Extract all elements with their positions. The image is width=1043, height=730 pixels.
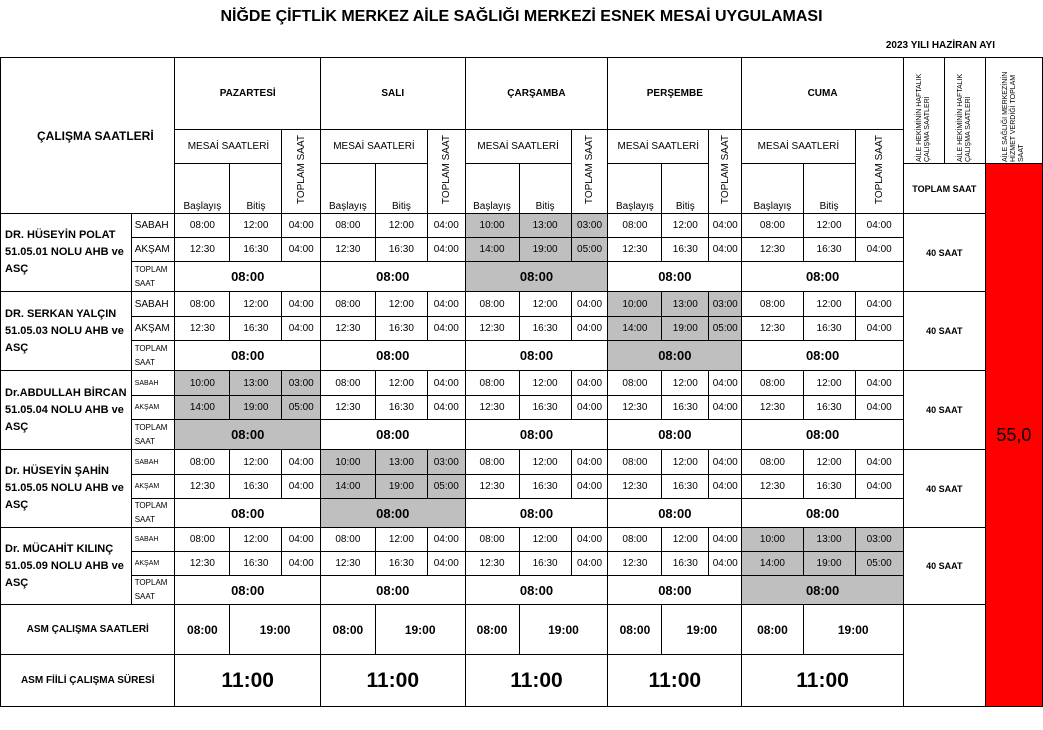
toplam-saat-header [427,130,465,214]
day-total: 08:00 [175,420,321,450]
table-row [1,576,1043,605]
aksam-end: 16:30 [519,396,571,420]
aksam-end: 16:30 [375,552,427,576]
toplam-saat-label: TOPLAM SAAT [131,499,175,528]
aksam-label: AKŞAM [131,552,175,576]
aksam-total: 04:00 [855,475,903,499]
sabah-total: 04:00 [282,214,320,238]
sabah-label: SABAH [131,292,175,317]
sabah-start: 08:00 [608,450,662,475]
sabah-end: 12:00 [230,450,282,475]
sabah-total: 03:00 [709,292,742,317]
day-header: PAZARTESİ [175,58,321,130]
aksam-start: 12:30 [320,552,375,576]
schedule-table [0,57,1043,707]
aksam-end: 19:00 [375,475,427,499]
baslayis-header: Başlayış [465,164,519,214]
aksam-total: 04:00 [571,552,608,576]
asm-close-time: 19:00 [519,605,608,655]
aksam-total: 05:00 [427,475,465,499]
day-total: 08:00 [320,420,465,450]
sabah-end: 13:00 [662,292,709,317]
aksam-total: 04:00 [571,475,608,499]
aksam-end: 19:00 [662,317,709,341]
table-row [1,605,1043,655]
asm-close-time: 19:00 [375,605,465,655]
sabah-total: 04:00 [571,528,608,552]
aksam-end: 16:30 [803,238,855,262]
sabah-total: 04:00 [427,292,465,317]
aksam-start: 14:00 [320,475,375,499]
table-row [1,292,1043,317]
aksam-start: 12:30 [175,317,230,341]
doctor-name: Dr. HÜSEYİN ŞAHİN 51.05.05 NOLU AHB ve ASÇ [1,450,132,528]
sabah-total: 04:00 [282,528,320,552]
asm-close-time: 19:00 [662,605,742,655]
sabah-end: 13:00 [375,450,427,475]
aksam-start: 12:30 [175,238,230,262]
weekly-total: 40 SAAT [903,292,985,371]
sabah-start: 10:00 [175,371,230,396]
asm-close-time: 19:00 [230,605,321,655]
weekly-total-header: TOPLAM SAAT [903,164,985,214]
aksam-total: 04:00 [282,475,320,499]
sabah-start: 10:00 [608,292,662,317]
bitis-header: Bitiş [519,164,571,214]
aksam-label: AKŞAM [131,238,175,262]
aksam-total: 04:00 [571,396,608,420]
sabah-total: 03:00 [571,214,608,238]
table-row [1,341,1043,371]
day-total: 08:00 [465,499,608,528]
sabah-total: 04:00 [282,450,320,475]
sabah-end: 13:00 [230,371,282,396]
sabah-start: 08:00 [465,450,519,475]
aksam-end: 16:30 [230,317,282,341]
weekly-hours-header [903,58,944,164]
sabah-total: 04:00 [427,214,465,238]
center-total-value: 55,0 [985,164,1042,707]
sabah-end: 12:00 [803,214,855,238]
sabah-end: 12:00 [230,214,282,238]
weekly-total: 40 SAAT [903,371,985,450]
asm-actual-value: 11:00 [465,655,608,707]
day-total: 08:00 [465,576,608,605]
sabah-start: 08:00 [175,292,230,317]
mesai-saatleri-header: MESAİ SAATLERİ [465,130,571,164]
aksam-start: 12:30 [608,238,662,262]
toplam-saat-header-text: TOPLAM SAAT [719,135,731,205]
aksam-start: 12:30 [608,475,662,499]
doctor-name: DR. SERKAN YALÇIN 51.05.03 NOLU AHB ve ASÇ [1,292,132,371]
doctor-name: DR. HÜSEYİN POLAT 51.05.01 NOLU AHB ve ASÇ [1,214,132,292]
aksam-start: 12:30 [320,238,375,262]
aksam-end: 16:30 [519,552,571,576]
baslayis-header: Başlayış [175,164,230,214]
aksam-start: 12:30 [465,317,519,341]
sabah-start: 08:00 [742,214,803,238]
aksam-total: 04:00 [427,396,465,420]
aksam-total: 04:00 [855,396,903,420]
aksam-total: 04:00 [282,317,320,341]
sabah-end: 12:00 [375,292,427,317]
table-row [1,420,1043,450]
day-total: 08:00 [742,341,904,371]
sabah-start: 08:00 [608,371,662,396]
day-total: 08:00 [175,576,321,605]
mesai-saatleri-header: MESAİ SAATLERİ [742,130,855,164]
aksam-end: 16:30 [519,475,571,499]
day-total: 08:00 [465,262,608,292]
mesai-saatleri-header: MESAİ SAATLERİ [175,130,282,164]
aksam-start: 12:30 [465,396,519,420]
table-row [1,262,1043,292]
aksam-start: 12:30 [742,238,803,262]
mesai-saatleri-header: MESAİ SAATLERİ [320,130,427,164]
doctor-name: Dr.ABDULLAH BİRCAN 51.05.04 NOLU AHB ve ASÇ [1,371,132,450]
day-total: 08:00 [608,262,742,292]
sabah-total: 03:00 [855,528,903,552]
aksam-start: 12:30 [175,475,230,499]
sabah-total: 04:00 [571,450,608,475]
day-total: 08:00 [742,420,904,450]
day-total: 08:00 [175,262,321,292]
aksam-end: 16:30 [662,396,709,420]
aksam-start: 12:30 [608,552,662,576]
sabah-start: 10:00 [465,214,519,238]
aksam-end: 16:30 [803,475,855,499]
aksam-end: 19:00 [230,396,282,420]
center-hours-header-text: AİLE SAĞLIĞI MERKEZİNİN HİZMET VERDİĞİ TOPLAM SAAT [1001,71,1025,162]
sabah-start: 08:00 [742,292,803,317]
sabah-start: 08:00 [465,292,519,317]
day-total: 08:00 [320,262,465,292]
aksam-total: 04:00 [709,238,742,262]
sabah-total: 04:00 [855,450,903,475]
sabah-label: SABAH [131,214,175,238]
asm-close-time: 19:00 [803,605,903,655]
toplam-saat-label: TOPLAM SAAT [131,420,175,450]
day-total: 08:00 [465,420,608,450]
sabah-start: 08:00 [175,528,230,552]
table-row [1,450,1043,475]
day-total: 08:00 [608,341,742,371]
sabah-end: 12:00 [375,214,427,238]
asm-actual-value: 11:00 [320,655,465,707]
aksam-total: 04:00 [571,317,608,341]
sabah-total: 04:00 [571,371,608,396]
weekly-total: 40 SAAT [903,528,985,605]
aksam-start: 12:30 [742,396,803,420]
sabah-total: 04:00 [571,292,608,317]
sabah-total: 03:00 [427,450,465,475]
table-row [1,528,1043,552]
asm-open-time: 08:00 [320,605,375,655]
aksam-end: 16:30 [803,396,855,420]
weekly-hours-header-text: AİLE HEKİMİNİN HAFTALIK ÇALIŞMA SAATLERİ [915,73,931,162]
aksam-total: 04:00 [855,238,903,262]
table-row [1,58,1043,130]
aksam-end: 16:30 [375,317,427,341]
aksam-total: 04:00 [709,475,742,499]
aksam-total: 05:00 [282,396,320,420]
sabah-start: 08:00 [465,528,519,552]
sabah-total: 04:00 [709,450,742,475]
toplam-saat-header [571,130,608,214]
aksam-start: 14:00 [465,238,519,262]
aksam-start: 12:30 [742,317,803,341]
sabah-total: 04:00 [855,371,903,396]
table-row [1,214,1043,238]
aksam-start: 12:30 [320,396,375,420]
weekly-total: 40 SAAT [903,450,985,528]
day-total: 08:00 [608,576,742,605]
sabah-label: SABAH [131,450,175,475]
aksam-total: 04:00 [282,552,320,576]
bitis-header: Bitiş [662,164,709,214]
sabah-start: 10:00 [320,450,375,475]
aksam-end: 16:30 [230,238,282,262]
schedule-table-wrap [0,57,1043,707]
aksam-start: 14:00 [175,396,230,420]
table-row [1,475,1043,499]
table-row [1,317,1043,341]
day-total: 08:00 [742,262,904,292]
sabah-total: 04:00 [427,371,465,396]
sabah-end: 12:00 [803,371,855,396]
day-total: 08:00 [608,420,742,450]
sabah-start: 08:00 [320,214,375,238]
day-total: 08:00 [742,499,904,528]
aksam-total: 04:00 [282,238,320,262]
sabah-end: 12:00 [519,292,571,317]
aksam-end: 16:30 [662,238,709,262]
sabah-end: 13:00 [519,214,571,238]
day-total: 08:00 [320,341,465,371]
sabah-start: 08:00 [175,450,230,475]
table-row [1,655,1043,707]
sabah-end: 12:00 [662,371,709,396]
toplam-saat-label: TOPLAM SAAT [131,262,175,292]
sabah-total: 04:00 [855,292,903,317]
sabah-total: 04:00 [709,214,742,238]
aksam-total: 04:00 [427,552,465,576]
aksam-total: 05:00 [571,238,608,262]
baslayis-header: Başlayış [742,164,803,214]
mesai-saatleri-header: MESAİ SAATLERİ [608,130,709,164]
bitis-header: Bitiş [803,164,855,214]
day-total: 08:00 [742,576,904,605]
sabah-total: 04:00 [282,292,320,317]
center-hours-header [985,58,1042,164]
sabah-end: 13:00 [803,528,855,552]
asm-open-time: 08:00 [742,605,803,655]
weekly-total: 40 SAAT [903,214,985,292]
sabah-start: 10:00 [742,528,803,552]
day-header: ÇARŞAMBA [465,58,608,130]
asm-hours-label: ASM ÇALIŞMA SAATLERİ [1,605,175,655]
aksam-end: 19:00 [803,552,855,576]
sabah-total: 03:00 [282,371,320,396]
sabah-start: 08:00 [320,371,375,396]
empty-cell [903,605,985,707]
sabah-end: 12:00 [519,450,571,475]
aksam-start: 12:30 [465,475,519,499]
table-row [1,371,1043,396]
bitis-header: Bitiş [375,164,427,214]
aksam-label: AKŞAM [131,396,175,420]
day-total: 08:00 [320,499,465,528]
sabah-start: 08:00 [465,371,519,396]
aksam-end: 16:30 [375,396,427,420]
toplam-saat-header-text: TOPLAM SAAT [873,135,885,205]
day-total: 08:00 [175,341,321,371]
aksam-label: AKŞAM [131,475,175,499]
aksam-end: 19:00 [519,238,571,262]
table-row [1,499,1043,528]
sabah-end: 12:00 [519,371,571,396]
sabah-start: 08:00 [320,528,375,552]
sabah-end: 12:00 [662,528,709,552]
aksam-start: 12:30 [742,475,803,499]
aksam-end: 16:30 [662,475,709,499]
toplam-saat-header [855,130,903,214]
day-total: 08:00 [320,576,465,605]
sabah-start: 08:00 [608,214,662,238]
sabah-start: 08:00 [742,371,803,396]
sabah-end: 12:00 [803,292,855,317]
sabah-start: 08:00 [320,292,375,317]
sabah-start: 08:00 [175,214,230,238]
toplam-saat-header-text: TOPLAM SAAT [584,135,596,205]
sabah-total: 04:00 [709,371,742,396]
aksam-total: 04:00 [427,317,465,341]
aksam-end: 16:30 [662,552,709,576]
aksam-total: 04:00 [855,317,903,341]
toplam-saat-header-text: TOPLAM SAAT [295,135,307,205]
day-header: SALI [320,58,465,130]
center-hours-header-side [944,58,985,164]
aksam-total: 05:00 [855,552,903,576]
day-header: CUMA [742,58,904,130]
aksam-total: 04:00 [709,552,742,576]
asm-actual-value: 11:00 [175,655,321,707]
calisma-saatleri-header: ÇALIŞMA SAATLERİ [1,58,175,214]
sabah-start: 08:00 [742,450,803,475]
bitis-header: Bitiş [230,164,282,214]
sabah-total: 04:00 [855,214,903,238]
sabah-end: 12:00 [230,528,282,552]
toplam-saat-label: TOPLAM SAAT [131,341,175,371]
asm-actual-value: 11:00 [742,655,904,707]
day-total: 08:00 [175,499,321,528]
day-header: PERŞEMBE [608,58,742,130]
aksam-end: 16:30 [230,475,282,499]
asm-actual-label: ASM FİİLİ ÇALIŞMA SÜRESİ [1,655,175,707]
aksam-start: 14:00 [608,317,662,341]
aksam-start: 12:30 [175,552,230,576]
baslayis-header: Başlayış [320,164,375,214]
aksam-total: 04:00 [709,396,742,420]
sabah-end: 12:00 [375,371,427,396]
aksam-start: 12:30 [608,396,662,420]
day-total: 08:00 [465,341,608,371]
sabah-end: 12:00 [803,450,855,475]
sabah-label: SABAH [131,528,175,552]
aksam-end: 16:30 [375,238,427,262]
toplam-saat-header-text: TOPLAM SAAT [440,135,452,205]
sabah-end: 12:00 [375,528,427,552]
aksam-end: 16:30 [230,552,282,576]
sabah-end: 12:00 [519,528,571,552]
table-row [1,396,1043,420]
aksam-start: 14:00 [742,552,803,576]
sabah-end: 12:00 [662,214,709,238]
toplam-saat-header [282,130,320,214]
page-subtitle: 2023 YILI HAZİRAN AYI [885,40,995,51]
doctor-name: Dr. MÜCAHİT KILINÇ 51.05.09 NOLU AHB ve ASÇ [1,528,132,605]
aksam-end: 16:30 [803,317,855,341]
aksam-total: 04:00 [427,238,465,262]
asm-open-time: 08:00 [175,605,230,655]
day-total: 08:00 [608,499,742,528]
aksam-end: 16:30 [519,317,571,341]
sabah-end: 12:00 [230,292,282,317]
aksam-start: 12:30 [465,552,519,576]
aksam-total: 05:00 [709,317,742,341]
asm-open-time: 08:00 [608,605,662,655]
toplam-saat-header [709,130,742,214]
aksam-label: AKŞAM [131,317,175,341]
page-title: NİĞDE ÇİFTLİK MERKEZ AİLE SAĞLIĞI MERKEZİ ESNEK MESAİ UYGULAMASI [220,8,823,25]
asm-open-time: 08:00 [465,605,519,655]
table-row [1,238,1043,262]
sabah-label: SABAH [131,371,175,396]
asm-actual-value: 11:00 [608,655,742,707]
sabah-total: 04:00 [709,528,742,552]
sabah-end: 12:00 [662,450,709,475]
baslayis-header: Başlayış [608,164,662,214]
toplam-saat-label: TOPLAM SAAT [131,576,175,605]
aksam-start: 12:30 [320,317,375,341]
table-row [1,552,1043,576]
center-hours-header-side-text: AİLE HEKİMİNİN HAFTALIK ÇALIŞMA SAATLERİ [956,73,972,162]
sabah-total: 04:00 [427,528,465,552]
sabah-start: 08:00 [608,528,662,552]
